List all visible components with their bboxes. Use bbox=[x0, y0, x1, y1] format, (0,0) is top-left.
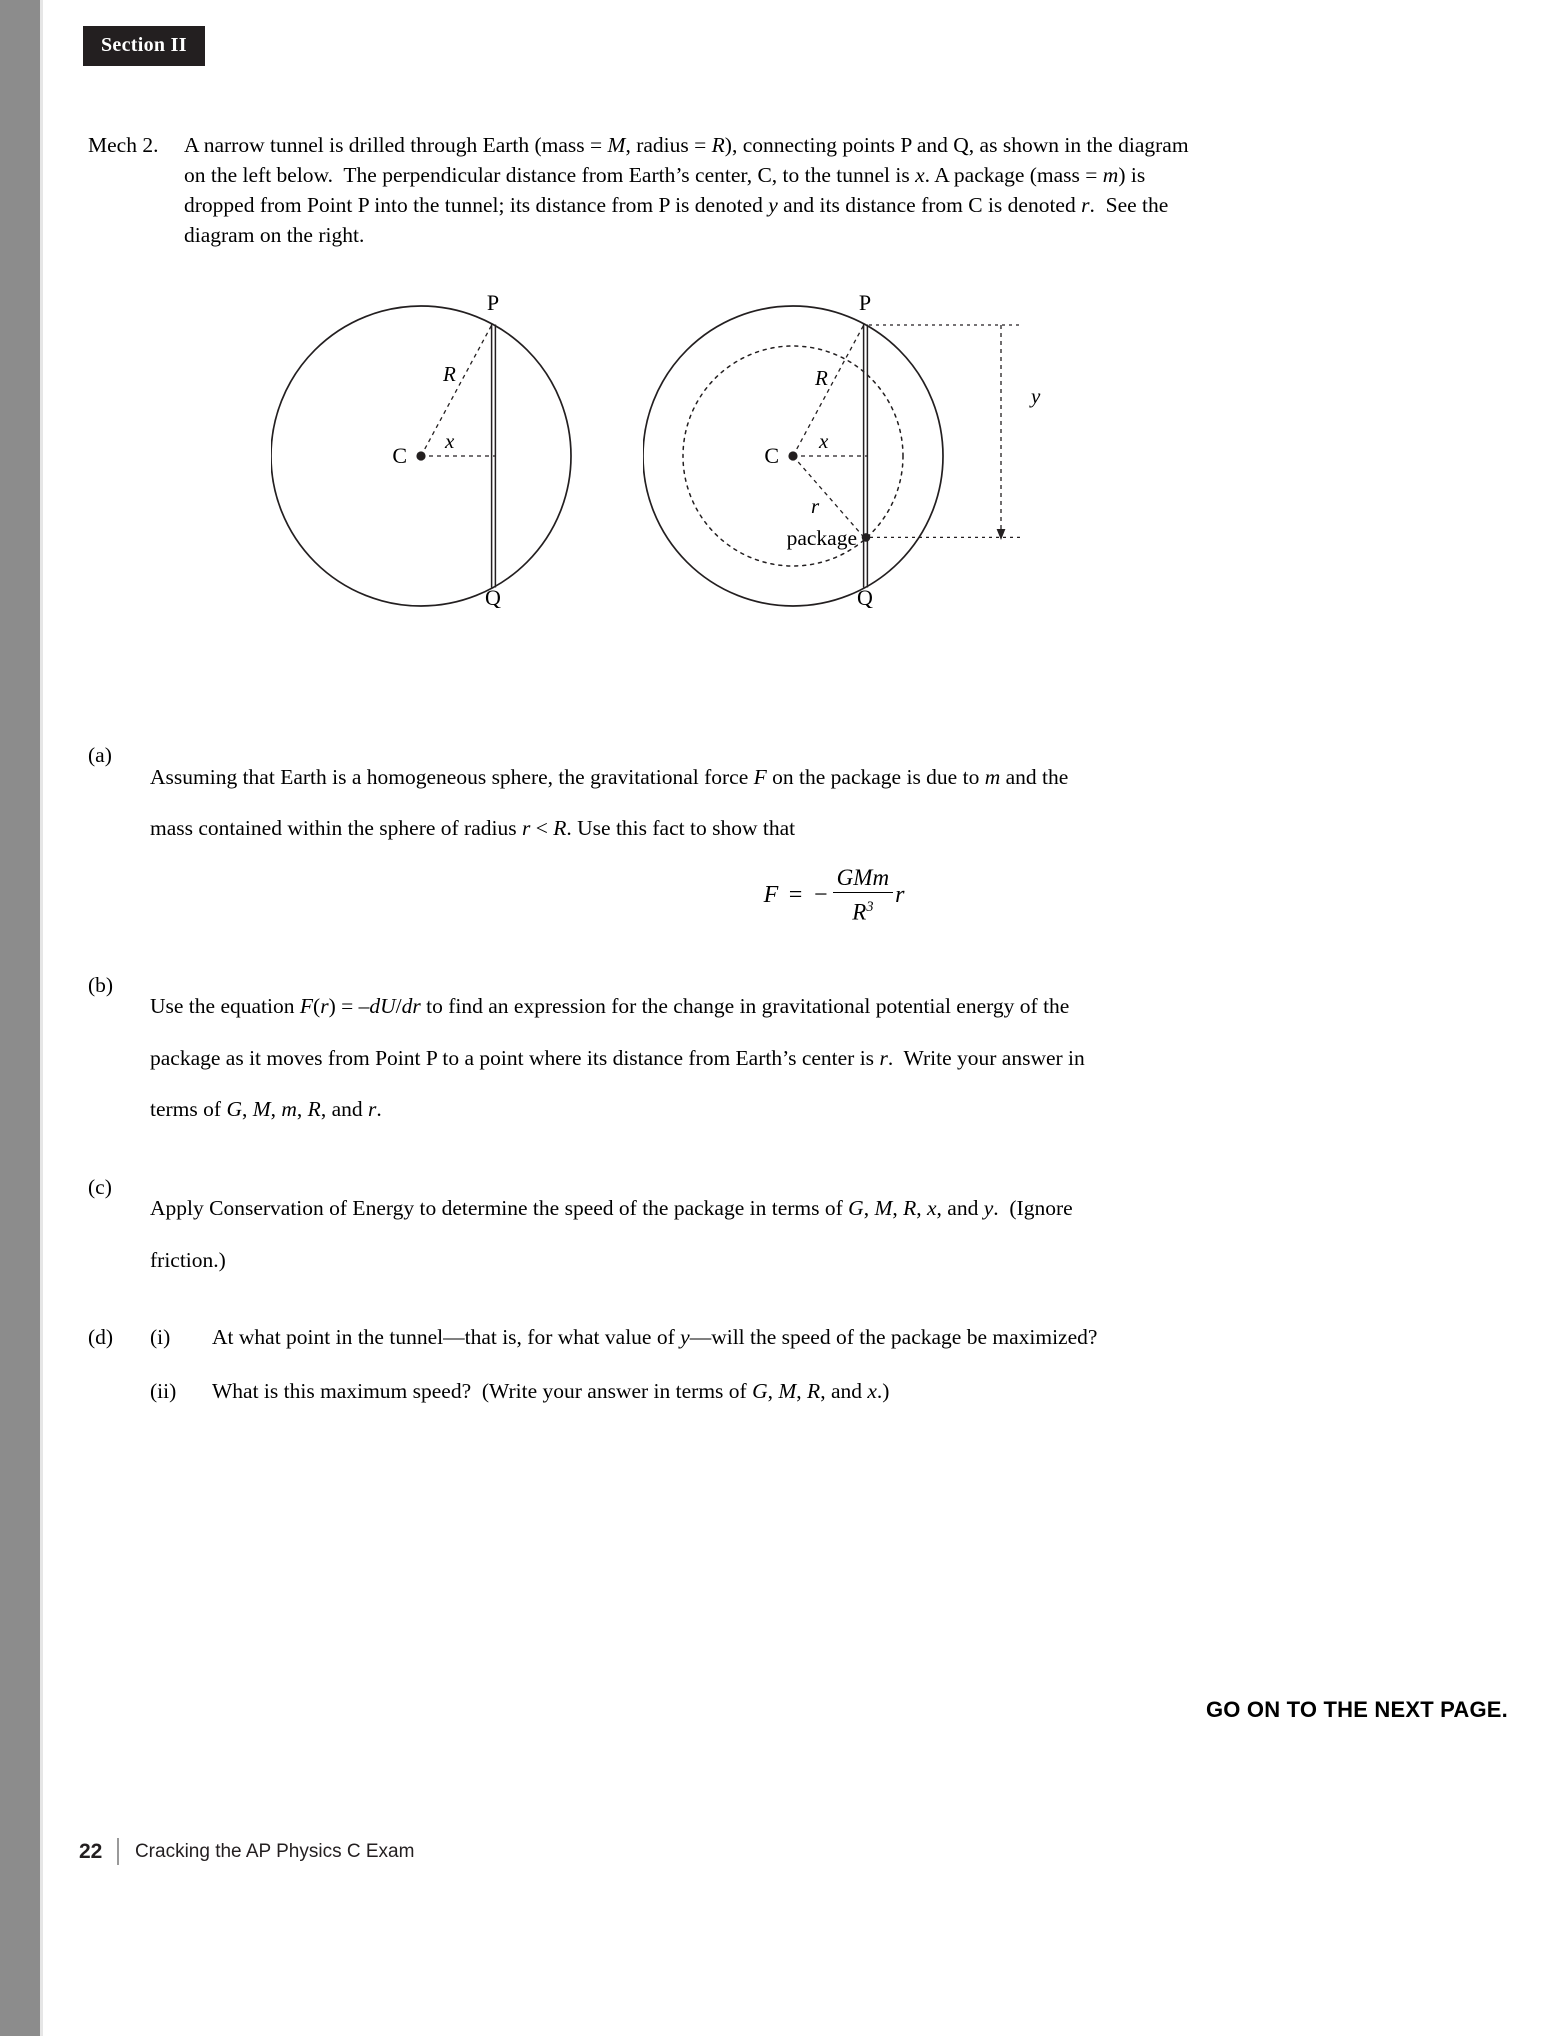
part-d-item-i-text: At what point in the tunnel—that is, for what value of y—will the speed of the package be maximized? bbox=[212, 1325, 1098, 1350]
label-package: package bbox=[786, 526, 857, 550]
radius-R-line bbox=[421, 325, 492, 457]
question-line-3: dropped from Point P into the tunnel; its distance from P is denoted y and its distance from C is denoted r. See the bbox=[184, 193, 1169, 217]
part-c-letter: (c) bbox=[88, 1174, 112, 1199]
gravitational-force-formula bbox=[150, 865, 1518, 926]
part-d-item-i bbox=[150, 1322, 1518, 1352]
label-x: x bbox=[445, 429, 455, 453]
part-b-line-2: package as it moves from Point P to a point where its distance from Earth’s center is r. Write your answer in bbox=[150, 1045, 1085, 1070]
part-a-letter: (a) bbox=[88, 743, 112, 767]
label-P: P bbox=[486, 290, 500, 315]
label-y: y bbox=[1031, 384, 1041, 408]
question-line-1: A narrow tunnel is drilled through Earth (mass = M, radius = R), connecting points P and Q, as shown in the diagram bbox=[184, 133, 1189, 157]
part-c-text bbox=[150, 1172, 1518, 1297]
part-b bbox=[88, 970, 1518, 1146]
figures-row bbox=[43, 278, 1568, 608]
y-arrow-head bbox=[997, 529, 1006, 540]
part-c-line-1: Apply Conservation of Energy to determine the speed of the package in terms of G, M, R, x, and y. (Ignore bbox=[150, 1196, 1073, 1221]
formula-denominator: $R^3$ bbox=[852, 899, 874, 925]
earth-tunnel-diagram-right bbox=[643, 278, 1143, 613]
label-R: R bbox=[443, 362, 456, 386]
part-a bbox=[88, 740, 1518, 926]
parts-list bbox=[88, 740, 1518, 1456]
go-on-to-next-page-notice: GO ON TO THE NEXT PAGE. bbox=[1205, 1697, 1508, 1722]
question-block bbox=[88, 130, 1508, 250]
part-d-item-ii-text: What is this maximum speed? (Write your answer in terms of G, M, R, and x.) bbox=[212, 1379, 890, 1404]
part-d-item-i-roman: (i) bbox=[150, 1325, 171, 1350]
part-d-letter: (d) bbox=[88, 1325, 114, 1350]
part-b-letter: (b) bbox=[88, 972, 114, 997]
formula-lhs: F bbox=[763, 882, 779, 909]
part-d bbox=[88, 1322, 1518, 1430]
center-point-dot bbox=[416, 451, 425, 460]
question-stem bbox=[184, 130, 1508, 250]
page-content bbox=[43, 0, 1568, 2036]
question-line-4: diagram on the right. bbox=[184, 223, 365, 247]
formula-trailing-r: r bbox=[895, 882, 905, 909]
question-line-2: on the left below. The perpendicular distance from Earth’s center, C, to the tunnel is x. A package (mass = m) is bbox=[184, 163, 1146, 187]
formula-numerator: GMm bbox=[833, 865, 893, 893]
center-point-dot bbox=[788, 451, 797, 460]
part-b-line-1: Use the equation F(r) = –dU/dr to find an expression for the change in gravitational potential energy of the bbox=[150, 994, 1070, 1019]
footer-page-number: 22 bbox=[79, 1839, 103, 1863]
footer-book-title: Cracking the AP Physics C Exam bbox=[134, 1840, 415, 1862]
part-c bbox=[88, 1172, 1518, 1297]
formula-fraction bbox=[833, 865, 893, 926]
part-b-text bbox=[150, 970, 1518, 1146]
page-footer bbox=[79, 1838, 414, 1865]
page-gutter-bar bbox=[0, 0, 40, 2036]
label-R: R bbox=[815, 366, 828, 390]
label-Q: Q bbox=[857, 585, 873, 608]
label-C: C bbox=[764, 443, 779, 468]
formula-minus-sign: − bbox=[812, 882, 829, 909]
part-a-line-2: mass contained within the sphere of radius r < R. Use this fact to show that bbox=[150, 816, 796, 840]
label-r: r bbox=[811, 494, 820, 518]
earth-tunnel-diagram-left bbox=[271, 278, 611, 613]
label-x: x bbox=[819, 429, 829, 453]
label-C: C bbox=[392, 443, 407, 468]
label-Q: Q bbox=[485, 585, 501, 608]
part-a-line-1: Assuming that Earth is a homogeneous sphere, the gravitational force F on the package is due to m and the bbox=[150, 764, 1069, 789]
part-d-item-ii-roman: (ii) bbox=[150, 1379, 177, 1404]
footer-divider bbox=[117, 1838, 119, 1865]
part-b-line-3: terms of G, M, m, R, and r. bbox=[150, 1097, 382, 1122]
part-a-text bbox=[150, 740, 1518, 926]
package-dot bbox=[862, 533, 871, 542]
part-c-line-2: friction.) bbox=[150, 1247, 226, 1272]
section-badge: Section II bbox=[83, 26, 205, 66]
radius-R-line bbox=[793, 325, 864, 457]
label-P: P bbox=[858, 290, 872, 315]
question-number-label: Mech 2. bbox=[88, 133, 159, 157]
part-d-item-ii bbox=[150, 1376, 1518, 1406]
formula-equals: = bbox=[787, 882, 804, 909]
